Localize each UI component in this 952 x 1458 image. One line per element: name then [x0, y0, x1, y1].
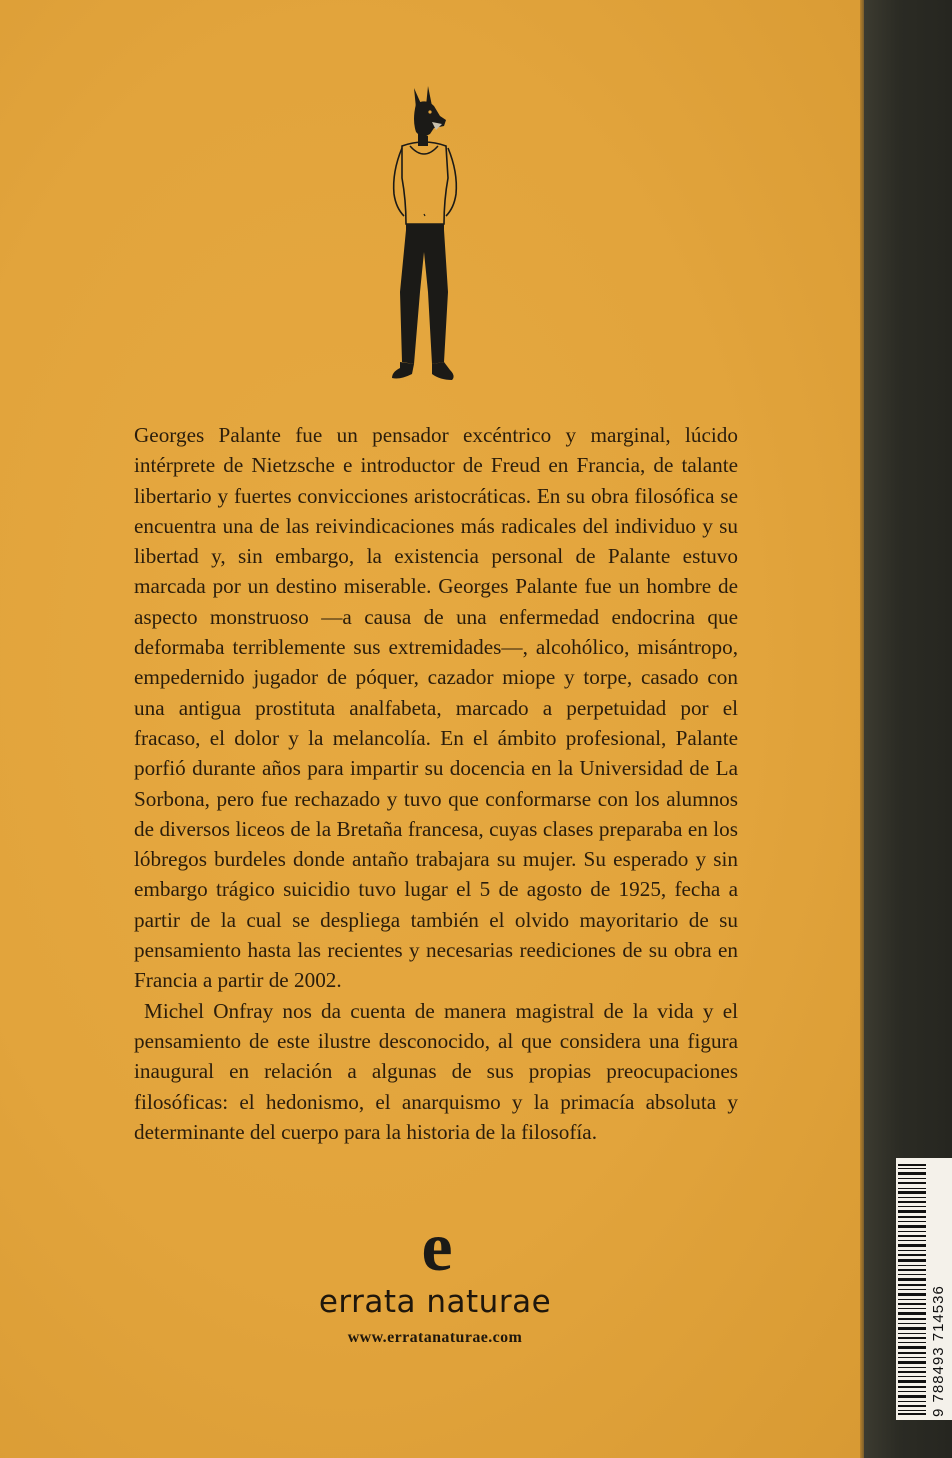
logo-letter: e	[421, 1218, 453, 1282]
isbn-number: 9 788493 714536	[930, 1285, 947, 1417]
blurb-paragraph-2: Michel Onfray nos da cuenta de manera magistral de la vida y el pensamiento de este ilustre desconocido, al que considera una figura inaugural en relación a algunas de sus propias preocupaciones filosóficas: el hedonismo, el anarquismo y la primacía absoluta y determinante del cuerpo para la historia de la filosofía.	[134, 998, 738, 1144]
publisher-name: errata naturae	[318, 1284, 552, 1320]
publisher-website: www.erratanaturae.com	[347, 1329, 523, 1346]
isbn-digits	[930, 1165, 950, 1417]
dog-headed-man-illustration	[370, 82, 480, 387]
blurb-paragraph-1: Georges Palante fue un pensador excéntrico y marginal, lúcido intérprete de Nietzsche e introductor de Freud en Francia, de talante libertario y fuertes convicciones aristocráticas. En su obra filosófica se encuentra una de las reivindicaciones más radicales del individuo y su libertad y, sin embargo, la existencia personal de Palante estuvo marcada por un destino miserable. Georges Palante fue un hombre de aspecto monstruoso —a causa de una enfermedad endocrina que deformaba terriblemente sus extremidades—, alcohólico, misántropo, empedernido jugador de póquer, cazador miope y torpe, casado con una antigua prostituta analfabeta, marcado a perpetuidad por el fracaso, el dolor y la melancolía. En el ámbito profesional, Palante porfió durante años para impartir su docencia en la Universidad de La Sorbona, pero fue rechazado y tuvo que conformarse con los alumnos de diversos liceos de la Bretaña francesa, cuyas clases preparaba en los lóbregos burdeles donde antaño trabajara su mujer. Su esperado y sin embargo trágico suicidio tuvo lugar el 5 de agosto de 1925, fecha a partir de la cual se despliega también el olvido mayoritario de su pensamiento hasta las recientes y necesarias reediciones de su obra en Francia a partir de 2002.	[134, 423, 738, 993]
back-cover-blurb	[134, 420, 738, 1147]
publisher-logo-icon	[412, 1218, 462, 1282]
